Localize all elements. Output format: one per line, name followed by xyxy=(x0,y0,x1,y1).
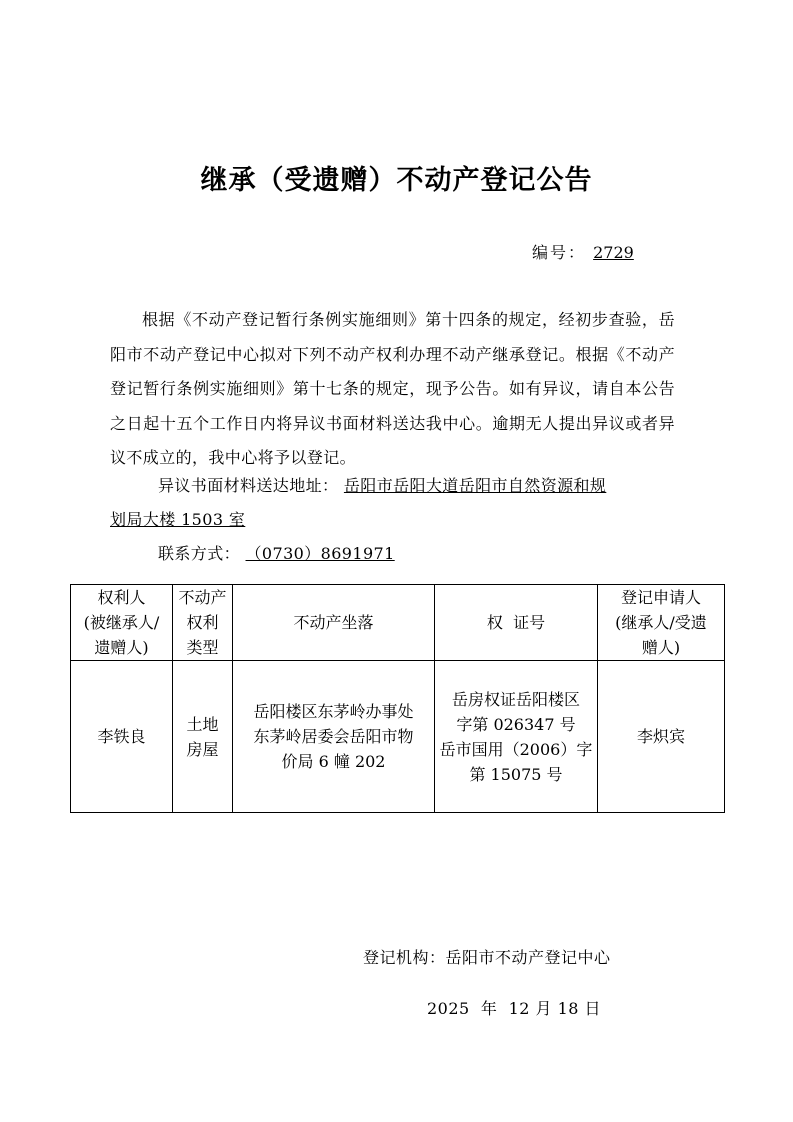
cell-property-type xyxy=(173,661,233,813)
header-right-holder-line: 遗赠人) xyxy=(94,638,149,657)
header-applicant-line: 赠人) xyxy=(641,638,681,657)
cell-certificate-line: 字第 026347 号 xyxy=(456,714,576,734)
table-row xyxy=(71,661,725,813)
header-location: 不动产坐落 xyxy=(233,585,435,661)
header-right-holder-line: 权利人 xyxy=(97,588,146,607)
cell-location-line: 价局 6 幢 202 xyxy=(281,752,386,771)
objection-address-line1 xyxy=(158,473,606,496)
cell-right-holder: 李铁良 xyxy=(71,661,173,813)
table-header-row xyxy=(71,585,725,661)
contact-value: （0730）8691971 xyxy=(245,544,395,563)
registration-table xyxy=(70,584,725,813)
cell-applicant: 李炽宾 xyxy=(598,661,725,813)
header-property-type xyxy=(173,585,233,661)
cell-location-line: 岳阳楼区东茅岭办事处 xyxy=(253,702,414,721)
cell-location-line: 东茅岭居委会岳阳市物 xyxy=(253,727,414,746)
objection-address-line2 xyxy=(110,507,245,530)
header-certificate: 权 证号 xyxy=(435,585,598,661)
cell-property-type-line: 土地 xyxy=(186,714,219,734)
notice-number xyxy=(532,240,634,263)
contact-label: 联系方式： xyxy=(158,544,241,563)
contact-line xyxy=(158,541,396,564)
registration-authority: 登记机构：岳阳市不动产登记中心 xyxy=(363,948,611,967)
header-right-holder xyxy=(71,585,173,661)
notice-date: 2025 年 12 月 18 日 xyxy=(427,999,602,1018)
header-property-type-line: 类型 xyxy=(186,638,219,657)
notice-number-value: 2729 xyxy=(593,243,634,262)
page-title: 继承（受遗赠）不动产登记公告 xyxy=(200,165,593,196)
objection-address-value-1: 岳阳市岳阳大道岳阳市自然资源和规 xyxy=(343,476,607,495)
header-applicant xyxy=(598,585,725,661)
header-right-holder-line: (被继承人/ xyxy=(83,613,160,632)
cell-certificate-line: 第 15075 号 xyxy=(469,764,563,784)
header-property-type-line: 权利 xyxy=(186,613,219,632)
header-property-type-line: 不动产 xyxy=(178,588,227,607)
cell-certificate-line: 岳房权证岳阳楼区 xyxy=(451,689,580,709)
objection-address-value-2: 划局大楼 1503 室 xyxy=(110,510,246,529)
header-applicant-line: (继承人/受遗 xyxy=(615,613,707,632)
cell-property-type-line: 房屋 xyxy=(186,739,219,759)
notice-number-label: 编号： xyxy=(532,243,587,262)
cell-certificate xyxy=(435,661,598,813)
header-applicant-line: 登记申请人 xyxy=(620,588,701,607)
cell-certificate-line: 岳市国用（2006）字 xyxy=(439,739,593,759)
objection-address-label: 异议书面材料送达地址： xyxy=(158,476,339,495)
cell-location xyxy=(233,661,435,813)
notice-paragraph: 根据《不动产登记暂行条例实施细则》第十四条的规定，经初步查验，岳阳市不动产登记中心拟对下列不动产权利办理不动产继承登记。根据《不动产登记暂行条例实施细则》第十七条的规定，现予公告。如有异议，请自本公告之日起十五个工作日内将异议书面材料送达我中心。逾期无人提出异议或者异议不成立的，我中心将予以登记。 xyxy=(110,310,675,467)
